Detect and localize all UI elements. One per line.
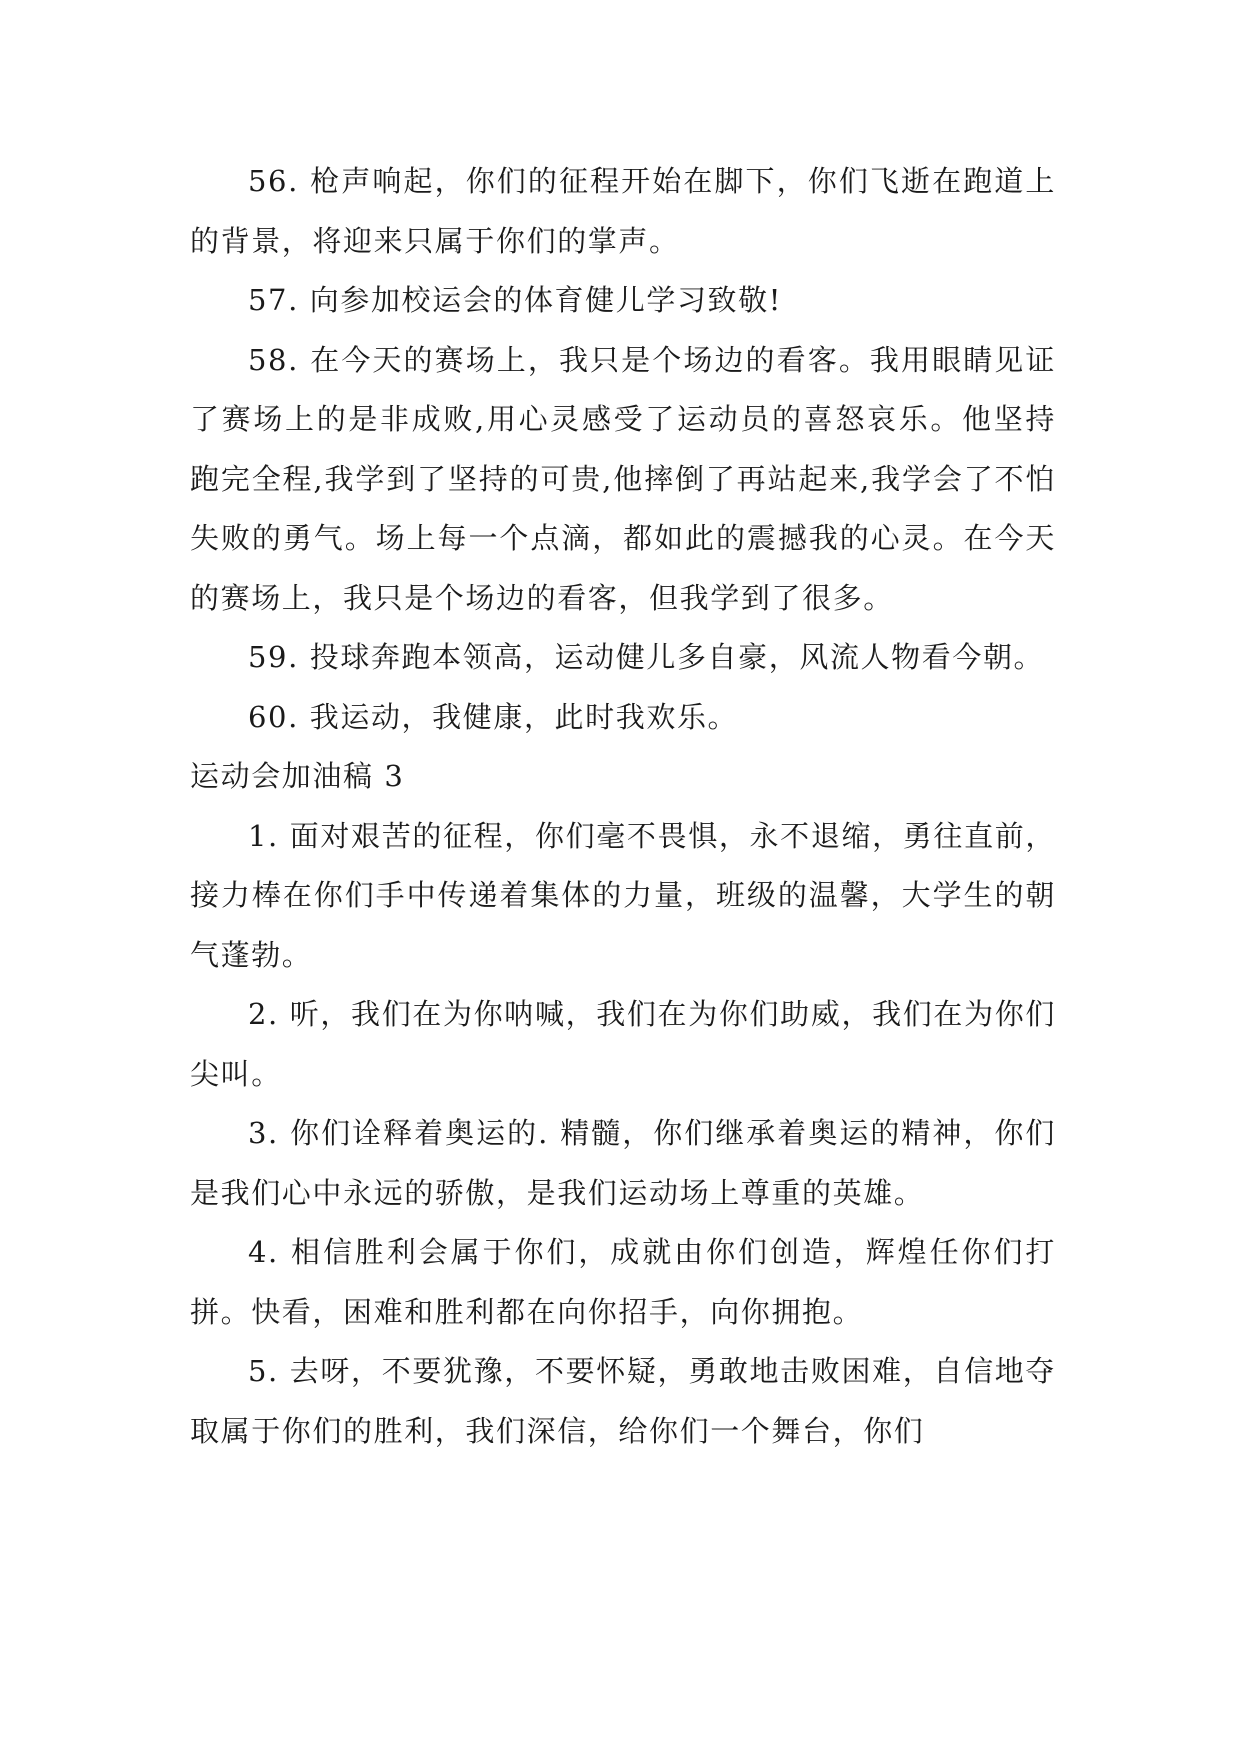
paragraph-59: 59. 投球奔跑本领高，运动健儿多自豪，风流人物看今朝。 bbox=[248, 640, 1045, 674]
paragraph-5: 5. 去呀，不要犹豫，不要怀疑，勇敢地击败困难，自信地夺取属于你们的胜利，我们深信，给你们一个舞台，你们 bbox=[190, 1354, 1056, 1448]
paragraph-3: 3. 你们诠释着奥运的. 精髓，你们继承着奥运的精神，你们是我们心中永远的骄傲，是我们运动场上尊重的英雄。 bbox=[190, 1116, 1056, 1210]
section-heading: 运动会加油稿 3 bbox=[190, 759, 405, 793]
paragraph-57: 57. 向参加校运会的体育健儿学习致敬! bbox=[248, 283, 782, 317]
paragraph-58: 58. 在今天的赛场上，我只是个场边的看客。我用眼睛见证了赛场上的是非成败,用心灵感受了运动员的喜怒哀乐。他坚持跑完全程,我学到了坚持的可贵,他摔倒了再站起来,我学会了不怕失败的勇气。场上每一个点滴，都如此的震撼我的心灵。在今天的赛场上，我只是个场边的看客，但我学到了很多。 bbox=[190, 342, 1056, 615]
paragraph-56: 56. 枪声响起，你们的征程开始在脚下，你们飞逝在跑道上的背景，将迎来只属于你们的掌声。 bbox=[190, 164, 1056, 258]
document-page bbox=[190, 152, 1056, 1461]
paragraph-1: 1. 面对艰苦的征程，你们毫不畏惧，永不退缩，勇往直前，接力棒在你们手中传递着集体的力量，班级的温馨，大学生的朝气蓬勃。 bbox=[190, 818, 1056, 972]
paragraph-60: 60. 我运动，我健康，此时我欢乐。 bbox=[248, 699, 739, 734]
paragraph-2: 2. 听，我们在为你呐喊，我们在为你们助威，我们在为你们尖叫。 bbox=[190, 997, 1056, 1091]
paragraph-4: 4. 相信胜利会属于你们，成就由你们创造，辉煌任你们打拼。快看，困难和胜利都在向你招手，向你拥抱。 bbox=[190, 1235, 1056, 1329]
